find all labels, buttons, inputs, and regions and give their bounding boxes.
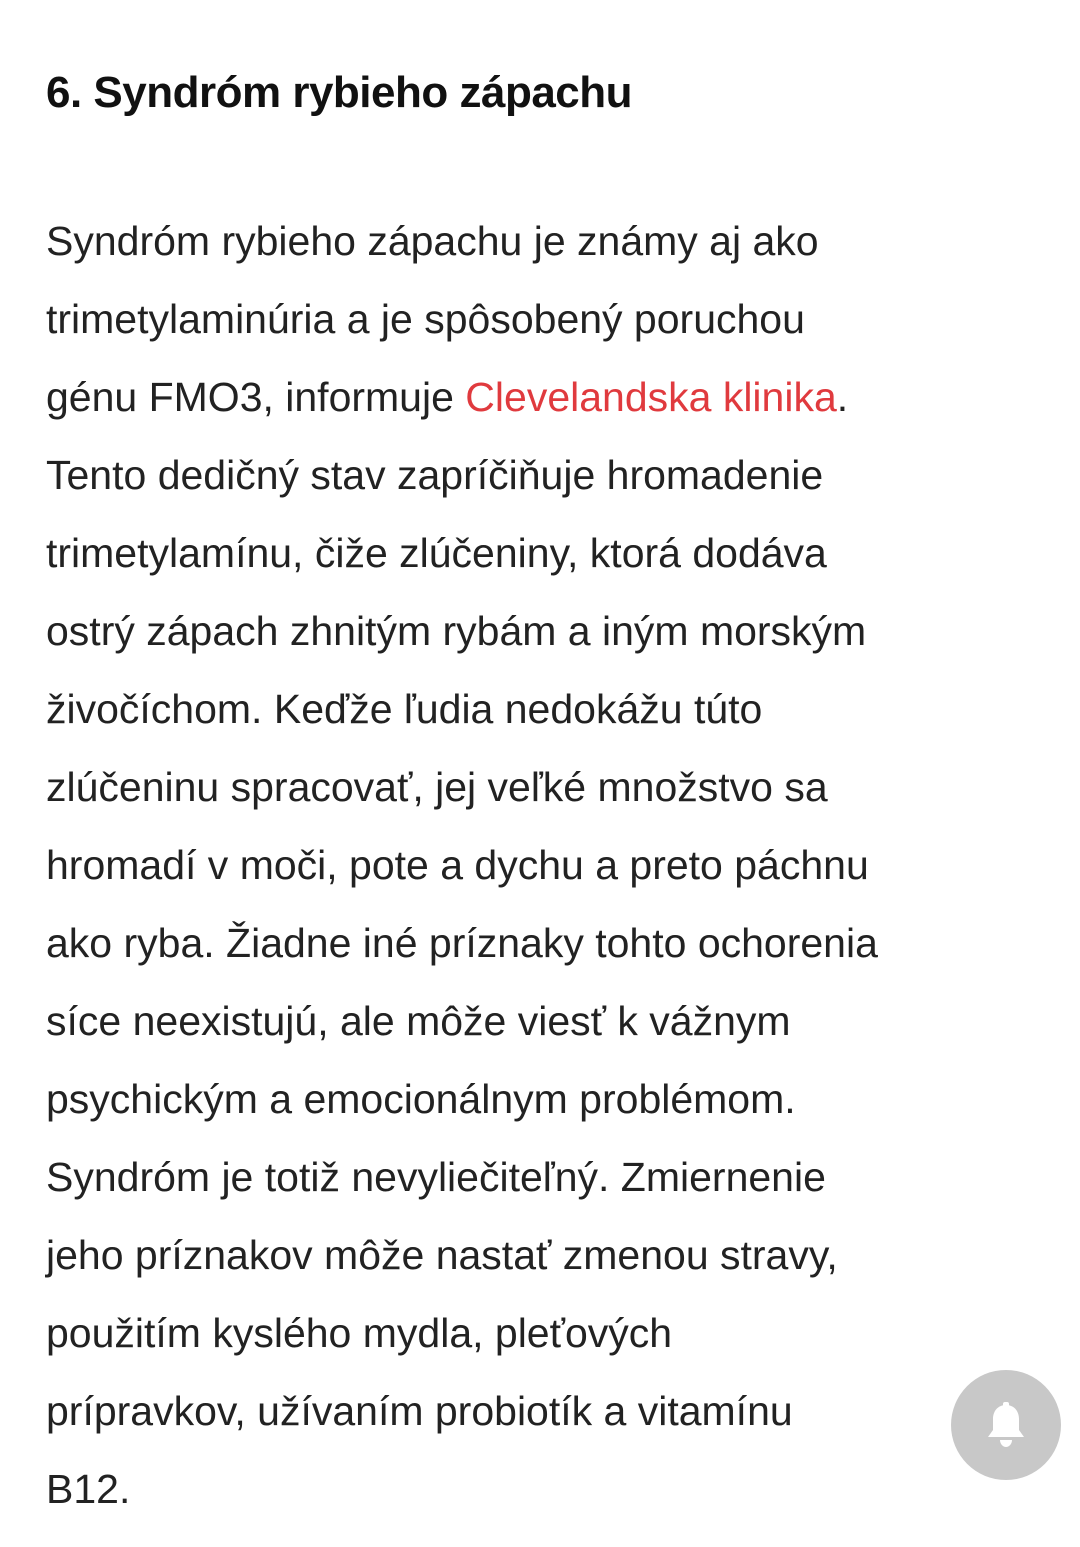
- paragraph-line: Tento dedičný stav zapríčiňuje hromadenie: [46, 452, 824, 498]
- paragraph-line: Syndróm rybieho zápachu je známy aj ako: [46, 218, 819, 264]
- article-paragraph: [46, 202, 1046, 1528]
- paragraph-line-text: .: [836, 374, 849, 420]
- paragraph-line: Syndróm je totiž nevyliečiteľný. Zmiernenie: [46, 1154, 826, 1200]
- paragraph-line: ostrý zápach zhnitým rybám a iným morským: [46, 608, 867, 654]
- paragraph-line: psychickým a emocionálnym problémom.: [46, 1076, 796, 1122]
- paragraph-line: hromadí v moči, pote a dychu a preto páchnu: [46, 842, 869, 888]
- paragraph-line: trimetylaminúria a je spôsobený poruchou: [46, 296, 805, 342]
- paragraph-line: zlúčeninu spracovať, jej veľké množstvo sa: [46, 764, 828, 810]
- paragraph-line: živočíchom. Keďže ľudia nedokážu túto: [46, 686, 763, 732]
- paragraph-line: B12.: [46, 1466, 131, 1512]
- clevelandska-klinika-link[interactable]: Clevelandska klinika: [465, 374, 837, 420]
- bell-icon: [984, 1401, 1028, 1449]
- notification-bell-button[interactable]: [951, 1370, 1061, 1480]
- article-heading: 6. Syndróm rybieho zápachu: [46, 68, 633, 117]
- paragraph-line: použitím kyslého mydla, pleťových: [46, 1310, 673, 1356]
- paragraph-line-text: génu FMO3, informuje: [46, 374, 466, 420]
- paragraph-line: jeho príznakov môže nastať zmenou stravy,: [46, 1232, 838, 1278]
- paragraph-line: síce neexistujú, ale môže viesť k vážnym: [46, 998, 791, 1044]
- article: [46, 62, 1046, 1528]
- paragraph-line: [46, 358, 1046, 436]
- paragraph-line: trimetylamínu, čiže zlúčeniny, ktorá dodáva: [46, 530, 827, 576]
- paragraph-line: ako ryba. Žiadne iné príznaky tohto ochorenia: [46, 920, 878, 966]
- paragraph-line: prípravkov, užívaním probiotík a vitamínu: [46, 1388, 793, 1434]
